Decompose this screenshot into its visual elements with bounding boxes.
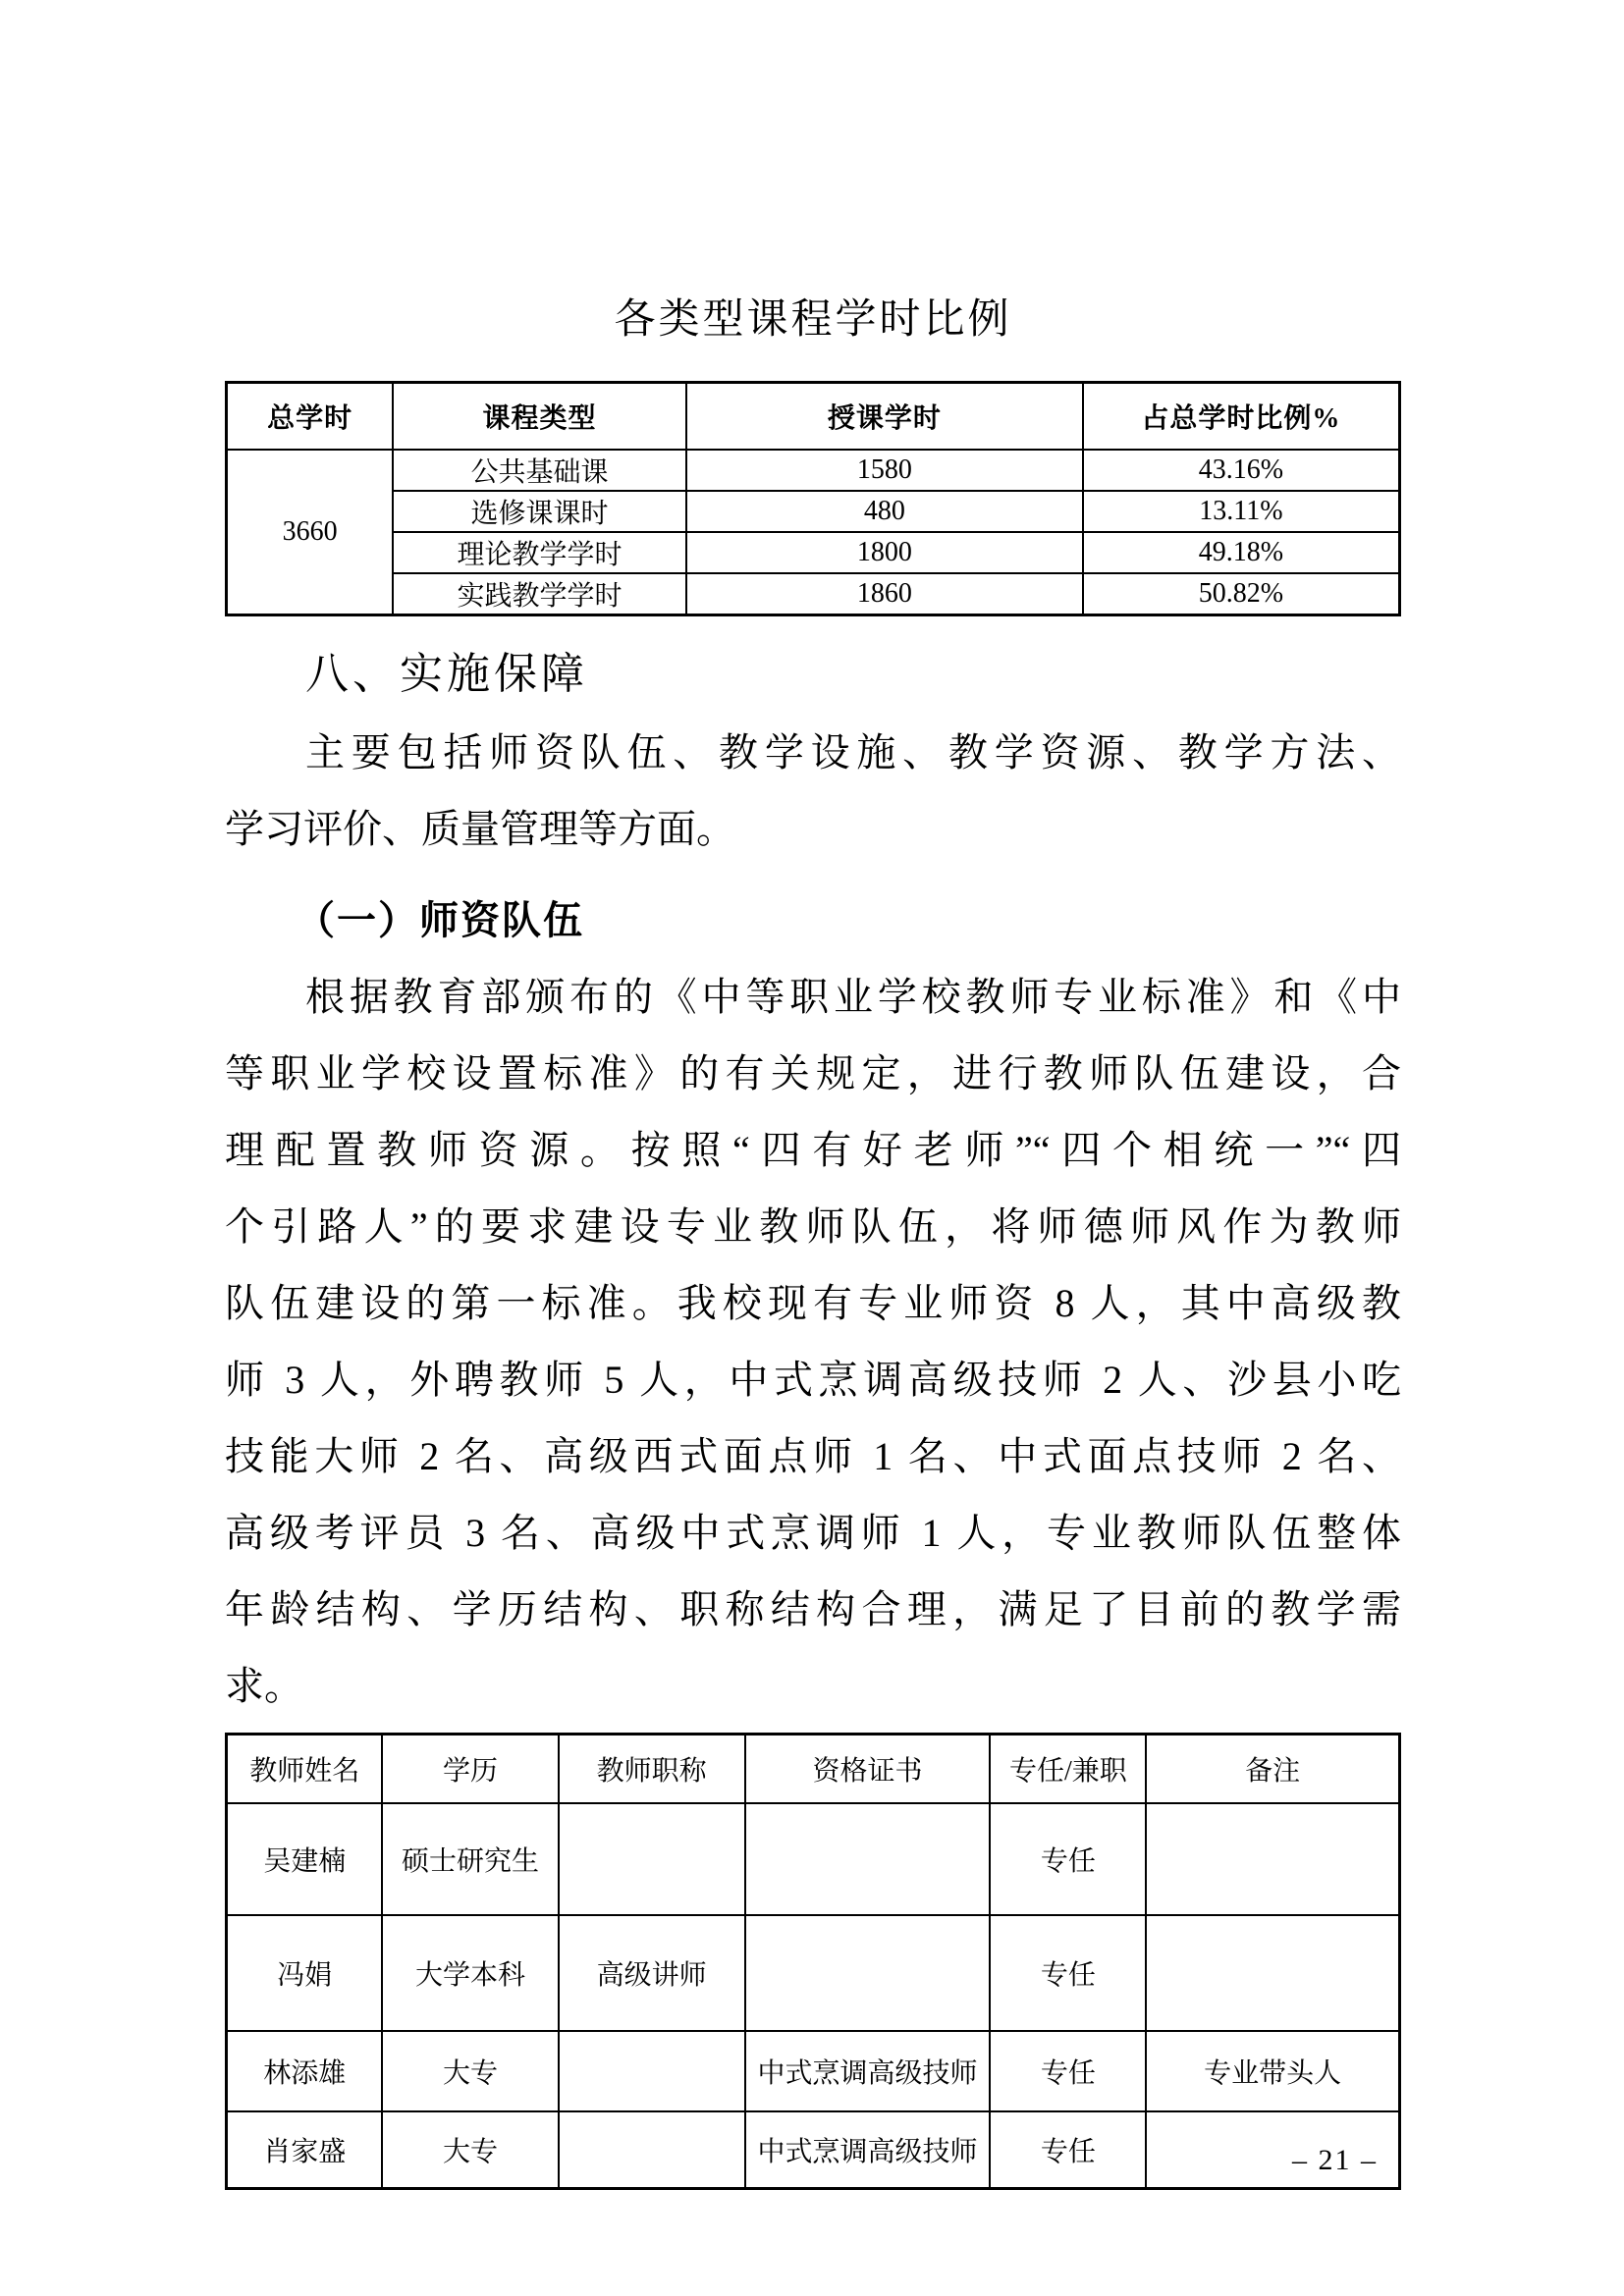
education-cell: 大专 xyxy=(382,2111,558,2188)
header-total-hours: 总学时 xyxy=(227,383,394,451)
document-content xyxy=(225,0,1401,2190)
certificate-cell xyxy=(745,1803,991,1915)
table-row xyxy=(227,450,1400,491)
paragraph-2 xyxy=(225,959,1401,1725)
course-type-cell: 选修课课时 xyxy=(393,491,686,532)
total-hours-value: 3660 xyxy=(227,450,394,615)
hours-cell: 1860 xyxy=(686,573,1083,615)
fulltime-cell: 专任 xyxy=(990,1915,1146,2031)
table-row xyxy=(227,1803,1400,1915)
table-row xyxy=(227,573,1400,615)
remarks-cell xyxy=(1146,1803,1399,1915)
table-row xyxy=(227,2111,1400,2188)
section-heading: 八、实施保障 xyxy=(305,650,588,698)
remarks-cell xyxy=(1146,1915,1399,2031)
education-cell: 大专 xyxy=(382,2031,558,2111)
header-fulltime: 专任/兼职 xyxy=(990,1735,1146,1804)
hours-cell: 480 xyxy=(686,491,1083,532)
title-cell xyxy=(559,1803,745,1915)
education-cell: 硕士研究生 xyxy=(382,1803,558,1915)
fulltime-cell: 专任 xyxy=(990,2031,1146,2111)
certificate-cell: 中式烹调高级技师 xyxy=(745,2111,991,2188)
header-remarks: 备注 xyxy=(1146,1735,1399,1804)
paragraph-line: 队伍建设的第一标准。我校现有专业师资 8 人，其中高级教 xyxy=(225,1281,1401,1325)
paragraph-line: 等职业学校设置标准》的有关规定，进行教师队伍建设，合 xyxy=(225,1051,1401,1095)
paragraph-line: 根据教育部颁布的《中等职业学校教师专业标准》和《中 xyxy=(305,975,1401,1019)
header-teach-hours: 授课学时 xyxy=(686,383,1083,451)
paragraph-line: 主要包括师资队伍、教学设施、教学资源、教学方法、 xyxy=(305,730,1401,774)
page-number: – 21 – xyxy=(1292,2144,1378,2176)
teacher-name-cell: 林添雄 xyxy=(227,2031,383,2111)
table-row xyxy=(227,2031,1400,2111)
header-education: 学历 xyxy=(382,1735,558,1804)
education-cell: 大学本科 xyxy=(382,1915,558,2031)
fulltime-cell: 专任 xyxy=(990,1803,1146,1915)
hours-table-title: 各类型课程学时比例 xyxy=(614,297,1012,343)
table-row xyxy=(227,532,1400,573)
header-course-type: 课程类型 xyxy=(393,383,686,451)
table-row xyxy=(227,1915,1400,2031)
header-title: 教师职称 xyxy=(559,1735,745,1804)
paragraph-line: 学习评价、质量管理等方面。 xyxy=(225,807,735,851)
paragraph-line: 理配置教师资源。按照“四有好老师”“四个相统一”“四 xyxy=(225,1128,1401,1172)
paragraph-line: 技能大师 2 名、高级西式面点师 1 名、中式面点技师 2 名、 xyxy=(225,1434,1401,1478)
hours-table-header-row xyxy=(227,383,1400,451)
course-type-cell: 实践教学学时 xyxy=(393,573,686,615)
header-certificate: 资格证书 xyxy=(745,1735,991,1804)
header-percentage: 占总学时比例% xyxy=(1083,383,1400,451)
percentage-cell: 13.11% xyxy=(1083,491,1400,532)
table-row xyxy=(227,491,1400,532)
teacher-table-header-row xyxy=(227,1735,1400,1804)
paragraph-line: 高级考评员 3 名、高级中式烹调师 1 人，专业教师队伍整体 xyxy=(225,1511,1401,1555)
hours-cell: 1580 xyxy=(686,450,1083,491)
percentage-cell: 43.16% xyxy=(1083,450,1400,491)
percentage-cell: 49.18% xyxy=(1083,532,1400,573)
hours-cell: 1800 xyxy=(686,532,1083,573)
certificate-cell xyxy=(745,1915,991,2031)
title-cell: 高级讲师 xyxy=(559,1915,745,2031)
teacher-name-cell: 肖家盛 xyxy=(227,2111,383,2188)
paragraph-1 xyxy=(225,715,1401,868)
paragraph-line: 求。 xyxy=(225,1664,303,1708)
fulltime-cell: 专任 xyxy=(990,2111,1146,2188)
certificate-cell: 中式烹调高级技师 xyxy=(745,2031,991,2111)
header-teacher-name: 教师姓名 xyxy=(227,1735,383,1804)
hours-table xyxy=(225,381,1401,616)
course-type-cell: 理论教学学时 xyxy=(393,532,686,573)
teacher-table xyxy=(225,1733,1401,2190)
title-cell xyxy=(559,2111,745,2188)
paragraph-line: 师 3 人，外聘教师 5 人，中式烹调高级技师 2 人、沙县小吃 xyxy=(225,1358,1401,1402)
teacher-name-cell: 冯娟 xyxy=(227,1915,383,2031)
paragraph-line: 年龄结构、学历结构、职称结构合理，满足了目前的教学需 xyxy=(225,1587,1401,1631)
subsection-heading: （一）师资队伍 xyxy=(296,898,584,942)
teacher-name-cell: 吴建楠 xyxy=(227,1803,383,1915)
paragraph-line: 个引路人”的要求建设专业教师队伍，将师德师风作为教师 xyxy=(225,1204,1401,1249)
title-cell xyxy=(559,2031,745,2111)
remarks-cell: 专业带头人 xyxy=(1146,2031,1399,2111)
course-type-cell: 公共基础课 xyxy=(393,450,686,491)
percentage-cell: 50.82% xyxy=(1083,573,1400,615)
